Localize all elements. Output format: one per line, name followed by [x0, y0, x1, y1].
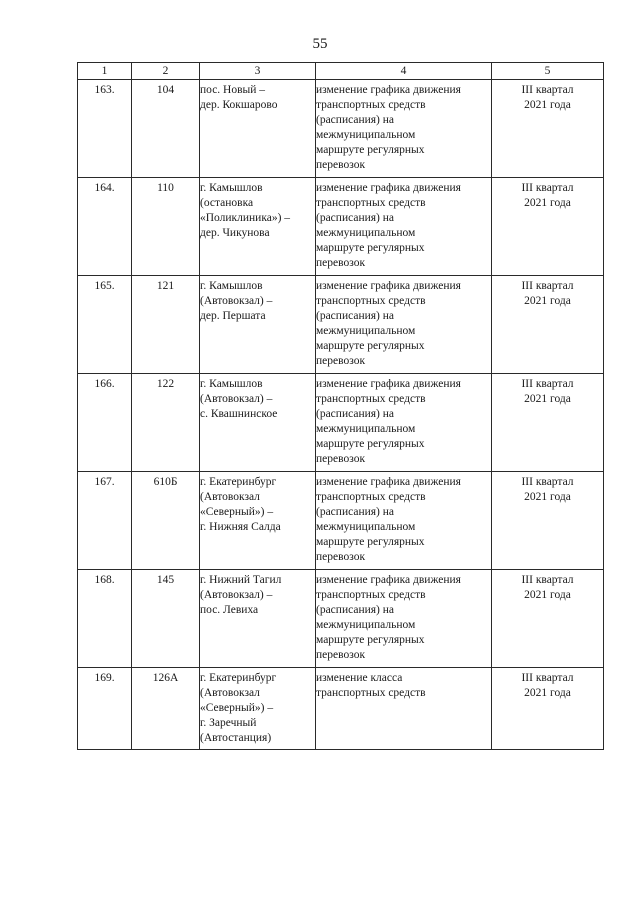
change-line: транспортных средств — [316, 687, 426, 699]
route-number: 122 — [132, 374, 200, 472]
change-line: изменение графика движения — [316, 280, 461, 292]
change-line: изменение графика движения — [316, 378, 461, 390]
column-header-2: 2 — [132, 63, 200, 80]
change-line: изменение графика движения — [316, 476, 461, 488]
route-path-line: дер. Чикунова — [200, 227, 270, 239]
route-path-line: г. Екатеринбург — [200, 672, 277, 684]
change-line: межмуниципальном — [316, 521, 416, 533]
change-line: изменение графика движения — [316, 182, 461, 194]
deadline — [492, 80, 604, 178]
table-row — [78, 570, 604, 668]
deadline-line: 2021 года — [524, 687, 571, 699]
route-path-line: (Автовокзал — [200, 491, 260, 503]
change-line: транспортных средств — [316, 393, 426, 405]
deadline-line: 2021 года — [524, 393, 571, 405]
table-row — [78, 276, 604, 374]
change-line: (расписания) на — [316, 310, 395, 322]
row-number: 167. — [78, 472, 132, 570]
route-path-line: (Автовокзал) – — [200, 393, 273, 405]
table-row — [78, 374, 604, 472]
change-line: перевозок — [316, 551, 366, 563]
change-description — [316, 668, 492, 750]
route-number: 145 — [132, 570, 200, 668]
route-number: 104 — [132, 80, 200, 178]
change-line: межмуниципальном — [316, 227, 416, 239]
change-line: маршруте регулярных — [316, 144, 425, 156]
route-path-line: г. Нижний Тагил — [200, 574, 282, 586]
route-path-line: г. Камышлов — [200, 280, 263, 292]
deadline-line: 2021 года — [524, 589, 571, 601]
route-path-line: дер. Першата — [200, 310, 266, 322]
row-number: 166. — [78, 374, 132, 472]
deadline-line: III квартал — [521, 378, 574, 390]
change-line: (расписания) на — [316, 212, 395, 224]
route-number: 110 — [132, 178, 200, 276]
deadline — [492, 178, 604, 276]
route-path-line: «Северный») – — [200, 506, 274, 518]
change-line: (расписания) на — [316, 408, 395, 420]
route-path-line: (Автостанция) — [200, 732, 272, 744]
deadline — [492, 374, 604, 472]
route-path — [200, 374, 316, 472]
route-path-line: (Автовокзал — [200, 687, 260, 699]
route-path — [200, 570, 316, 668]
header-row — [78, 63, 604, 80]
change-description — [316, 178, 492, 276]
change-line: маршруте регулярных — [316, 536, 425, 548]
route-path-line: (Автовокзал) – — [200, 295, 273, 307]
change-description — [316, 570, 492, 668]
route-path-line: «Северный») – — [200, 702, 274, 714]
change-line: (расписания) на — [316, 604, 395, 616]
column-header-1: 1 — [78, 63, 132, 80]
route-path-line: г. Екатеринбург — [200, 476, 277, 488]
deadline-line: 2021 года — [524, 295, 571, 307]
row-number: 163. — [78, 80, 132, 178]
route-path — [200, 178, 316, 276]
route-path-line: г. Камышлов — [200, 378, 263, 390]
change-line: межмуниципальном — [316, 325, 416, 337]
deadline-line: III квартал — [521, 280, 574, 292]
change-line: транспортных средств — [316, 589, 426, 601]
change-description — [316, 472, 492, 570]
deadline — [492, 276, 604, 374]
change-line: изменение графика движения — [316, 84, 461, 96]
deadline-line: 2021 года — [524, 197, 571, 209]
change-line: перевозок — [316, 159, 366, 171]
change-line: межмуниципальном — [316, 423, 416, 435]
change-line: транспортных средств — [316, 197, 426, 209]
deadline — [492, 472, 604, 570]
change-description — [316, 276, 492, 374]
route-path-line: г. Камышлов — [200, 182, 263, 194]
deadline-line: III квартал — [521, 182, 574, 194]
route-number: 610Б — [132, 472, 200, 570]
change-line: транспортных средств — [316, 295, 426, 307]
deadline-line: III квартал — [521, 672, 574, 684]
change-line: транспортных средств — [316, 491, 426, 503]
route-path-line: пос. Новый – — [200, 84, 266, 96]
change-line: (расписания) на — [316, 506, 395, 518]
schedule-table — [77, 62, 604, 750]
route-path-line: пос. Левиха — [200, 604, 259, 616]
column-header-3: 3 — [200, 63, 316, 80]
change-line: перевозок — [316, 649, 366, 661]
deadline-line: 2021 года — [524, 491, 571, 503]
change-description — [316, 374, 492, 472]
table-row — [78, 668, 604, 750]
route-path-line: г. Заречный — [200, 717, 257, 729]
row-number: 165. — [78, 276, 132, 374]
route-path-line: с. Квашнинское — [200, 408, 278, 420]
change-line: маршруте регулярных — [316, 340, 425, 352]
route-path — [200, 80, 316, 178]
deadline-line: 2021 года — [524, 99, 571, 111]
change-line: маршруте регулярных — [316, 242, 425, 254]
row-number: 164. — [78, 178, 132, 276]
route-path — [200, 276, 316, 374]
deadline — [492, 668, 604, 750]
route-path-line: (Автовокзал) – — [200, 589, 273, 601]
route-path — [200, 668, 316, 750]
column-header-4: 4 — [316, 63, 492, 80]
change-line: перевозок — [316, 453, 366, 465]
route-path-line: «Поликлиника») – — [200, 212, 291, 224]
deadline — [492, 570, 604, 668]
change-line: маршруте регулярных — [316, 438, 425, 450]
table-row — [78, 80, 604, 178]
change-line: межмуниципальном — [316, 129, 416, 141]
route-path-line: (остановка — [200, 197, 254, 209]
table-row — [78, 472, 604, 570]
change-line: изменение графика движения — [316, 574, 461, 586]
route-path-line: дер. Кокшарово — [200, 99, 278, 111]
change-line: перевозок — [316, 257, 366, 269]
route-number: 126А — [132, 668, 200, 750]
table-row — [78, 178, 604, 276]
change-line: (расписания) на — [316, 114, 395, 126]
change-line: транспортных средств — [316, 99, 426, 111]
route-number: 121 — [132, 276, 200, 374]
page-number: 55 — [312, 36, 328, 52]
route-path — [200, 472, 316, 570]
change-description — [316, 80, 492, 178]
route-path-line: г. Нижняя Салда — [200, 521, 281, 533]
row-number: 168. — [78, 570, 132, 668]
column-header-5: 5 — [492, 63, 604, 80]
row-number: 169. — [78, 668, 132, 750]
change-line: маршруте регулярных — [316, 634, 425, 646]
deadline-line: III квартал — [521, 476, 574, 488]
deadline-line: III квартал — [521, 574, 574, 586]
change-line: межмуниципальном — [316, 619, 416, 631]
deadline-line: III квартал — [521, 84, 574, 96]
change-line: изменение класса — [316, 672, 403, 684]
change-line: перевозок — [316, 355, 366, 367]
